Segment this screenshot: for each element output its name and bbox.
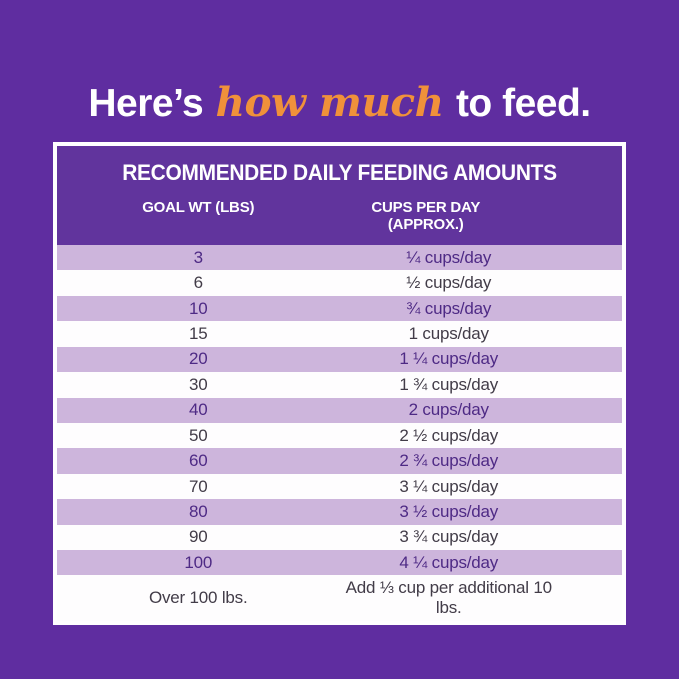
- page-title: [0, 80, 679, 126]
- column-header-cups-per-day: CUPS PER DAY (APPROX.): [371, 199, 481, 233]
- cups-per-day-cell: 3 ¾ cups/day: [399, 527, 499, 547]
- table-row: [57, 448, 622, 473]
- cups-per-day-cell: 3 ½ cups/day: [399, 501, 499, 521]
- table-row: [57, 474, 622, 499]
- table-row: [57, 525, 622, 550]
- table-row: [57, 550, 622, 575]
- table-row: [57, 398, 622, 423]
- cups-per-day-cell: 1 ¼ cups/day: [399, 349, 499, 369]
- goal-weight-cell: 100: [184, 552, 213, 572]
- feeding-table-card: [53, 142, 626, 625]
- cups-per-day-cell: ½ cups/day: [406, 273, 492, 293]
- goal-weight-cell: 6: [193, 273, 203, 293]
- cups-per-day-cell: 2 ½ cups/day: [399, 425, 499, 445]
- column-header-goal-weight: GOAL WT (LBS): [142, 199, 255, 216]
- cups-per-day-cell: ¼ cups/day: [406, 247, 492, 267]
- table-row: [57, 372, 622, 397]
- table-row: [57, 347, 622, 372]
- table-row: [57, 499, 622, 524]
- cups-per-day-cell: 4 ¼ cups/day: [399, 552, 499, 572]
- goal-weight-cell: 30: [188, 374, 208, 394]
- goal-weight-cell: Over 100 lbs.: [148, 588, 248, 608]
- goal-weight-cell: 40: [188, 400, 208, 420]
- goal-weight-cell: 80: [188, 501, 208, 521]
- table-row: [57, 423, 622, 448]
- table-row: [57, 245, 622, 270]
- table-row: [57, 575, 622, 620]
- table-title: RECOMMENDED DAILY FEEDING AMOUNTS: [122, 160, 557, 185]
- goal-weight-cell: 3: [193, 247, 203, 267]
- goal-weight-cell: 50: [188, 425, 208, 445]
- cups-per-day-cell: Add ⅓ cup per additional 10 lbs.: [345, 578, 552, 618]
- table-row: [57, 270, 622, 295]
- cups-per-day-cell: 2 ¾ cups/day: [399, 451, 499, 471]
- goal-weight-cell: 10: [188, 298, 208, 318]
- table-body: [57, 245, 622, 621]
- title-highlight: how much: [215, 78, 444, 127]
- goal-weight-cell: 60: [188, 451, 208, 471]
- cups-per-day-cell: ¾ cups/day: [406, 298, 492, 318]
- goal-weight-cell: 15: [188, 323, 208, 343]
- column-headers: [57, 199, 622, 233]
- table-row: [57, 296, 622, 321]
- goal-weight-cell: 20: [188, 349, 208, 369]
- table-header-band: [57, 146, 622, 245]
- title-suffix: to feed.: [445, 82, 591, 126]
- goal-weight-cell: 90: [188, 527, 208, 547]
- cups-per-day-cell: 3 ¼ cups/day: [399, 476, 499, 496]
- goal-weight-cell: 70: [188, 476, 208, 496]
- cups-per-day-cell: 1 ¾ cups/day: [399, 374, 499, 394]
- cups-per-day-cell: 1 cups/day: [408, 323, 489, 343]
- table-row: [57, 321, 622, 346]
- title-prefix: Here’s: [88, 82, 214, 126]
- cups-per-day-cell: 2 cups/day: [408, 400, 489, 420]
